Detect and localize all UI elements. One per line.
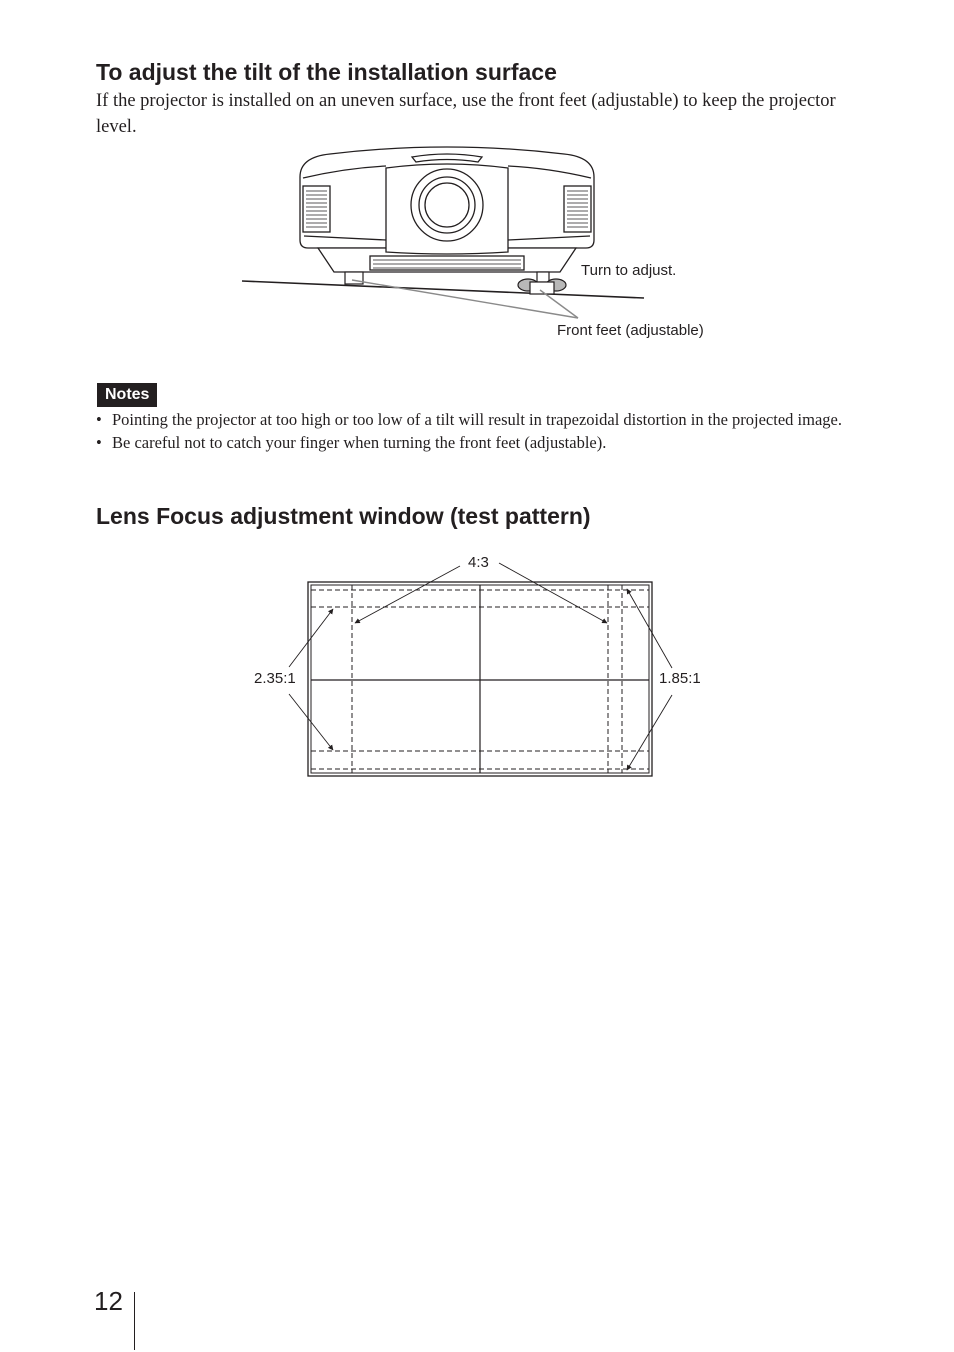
page-number: 12 xyxy=(94,1286,123,1316)
aspect-label-1-85: 1.85:1 xyxy=(659,670,701,687)
front-feet-label: Front feet (adjustable) xyxy=(557,322,704,339)
turn-to-adjust-label: Turn to adjust. xyxy=(581,262,677,279)
page-number-rule xyxy=(134,1292,135,1350)
tilt-intro-text: If the projector is installed on an uneven surface, use the front feet (adjustable) to keep the projector level. xyxy=(96,91,836,137)
bullet-icon: • xyxy=(96,432,102,452)
section-heading-lens-focus: Lens Focus adjustment window (test pattern) xyxy=(96,503,591,529)
notes-badge: Notes xyxy=(97,383,157,407)
section-heading-tilt: To adjust the tilt of the installation surface xyxy=(96,59,557,85)
note-text: Be careful not to catch your finger when turning the front feet (adjustable). xyxy=(112,432,607,452)
note-text: Pointing the projector at too high or too low of a tilt will result in trapezoidal distortion in the projected image. xyxy=(112,410,842,429)
aspect-label-2-35: 2.35:1 xyxy=(254,670,296,687)
bullet-icon: • xyxy=(96,410,102,429)
aspect-label-4-3: 4:3 xyxy=(468,554,489,571)
test-pattern-frame xyxy=(308,582,652,776)
